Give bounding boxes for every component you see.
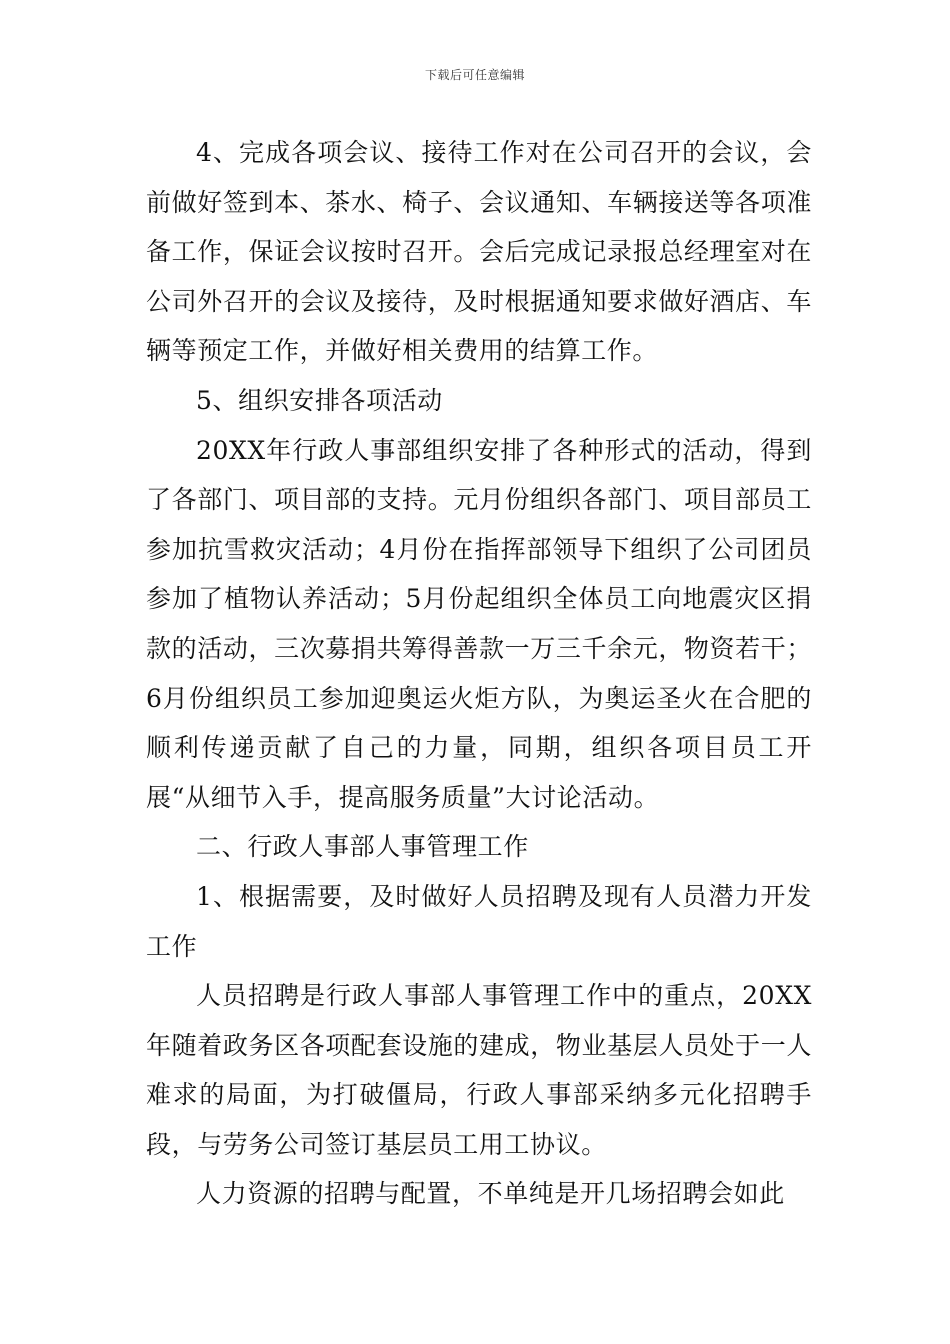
paragraph-activities-heading: 5、组织安排各项活动 bbox=[196, 385, 443, 415]
paragraph-recruitment-detail: 人员招聘是行政人事部人事管理工作中的重点，20XX年随着政务区各项配套设施的建成，物业基层人员处于一人难求的局面，为打破僵局，行政人事部采纳多元化招聘手段，与劳务公司签订基层员工用工协议。 bbox=[146, 981, 812, 1159]
header-note: 下载后可任意编辑 bbox=[424, 68, 525, 82]
document-body bbox=[146, 128, 812, 1219]
paragraph-activities-detail: 20XX年行政人事部组织安排了各种形式的活动，得到了各部门、项目部的支持。元月份组织各部门、项目部员工参加抗雪救灾活动；4月份在指挥部领导下组织了公司团员参加了植物认养活动；5月份起组织全体员工向地震灾区捐款的活动，三次募捐共筹得善款一万三千余元，物资若干；6月份组织员工参加迎奥运火炬方队，为奥运圣火在合肥的顺利传递贡献了自己的力量，同期，组织各项目员工开展“从细节入手，提高服务质量”大讨论活动。 bbox=[146, 435, 812, 812]
paragraph-meeting-reception: 4、完成各项会议、接待工作对在公司召开的会议，会前做好签到本、茶水、椅子、会议通知、车辆接送等各项准备工作，保证会议按时召开。会后完成记录报总经理室对在公司外召开的会议及接待，及时根据通知要求做好酒店、车辆等预定工作，并做好相关费用的结算工作。 bbox=[146, 138, 812, 366]
paragraph-recruitment-heading: 1、根据需要，及时做好人员招聘及现有人员潜力开发工作 bbox=[146, 881, 812, 961]
section-heading-personnel: 二、行政人事部人事管理工作 bbox=[196, 832, 529, 862]
paragraph-hr-allocation: 人力资源的招聘与配置，不单纯是开几场招聘会如此 bbox=[196, 1179, 785, 1209]
